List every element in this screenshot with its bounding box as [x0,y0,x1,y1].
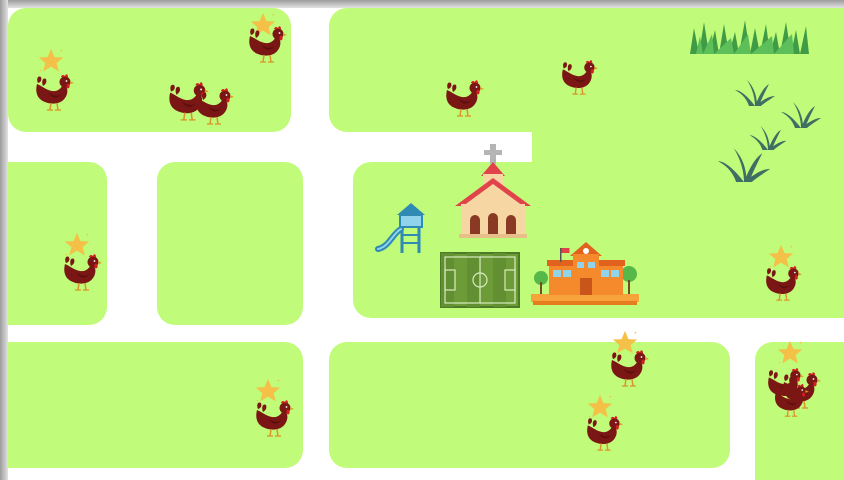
agave-plant-icon [780,102,822,128]
hen-icon[interactable] [194,86,234,126]
hen-icon[interactable] [609,348,649,388]
grass-block-left-wide [157,162,303,325]
agave-plant-icon [748,126,788,150]
window-frame-left [0,0,8,480]
agave-plant-icon [735,80,775,106]
window-frame-top [0,0,844,8]
hen-icon[interactable] [560,58,598,96]
hen-icon[interactable] [773,382,809,418]
hen-icon[interactable] [34,72,74,112]
hen-icon[interactable] [247,24,287,64]
hen-icon[interactable] [585,414,623,452]
grass-block-left-narrow [0,162,107,325]
soccer-field-icon[interactable] [441,253,519,307]
school-icon[interactable] [531,238,641,306]
playground-slide-icon[interactable] [375,203,427,255]
grass-block-bottom-center [329,342,730,468]
grass-tuft-icon [688,20,810,54]
agave-plant-icon [716,148,772,182]
star-icon[interactable] [777,340,803,366]
hen-icon[interactable] [254,398,294,438]
star-icon[interactable] [38,48,64,74]
church-icon[interactable] [452,142,534,238]
hen-icon[interactable] [764,264,802,302]
hen-icon[interactable] [444,78,484,118]
hen-icon[interactable] [62,252,102,292]
